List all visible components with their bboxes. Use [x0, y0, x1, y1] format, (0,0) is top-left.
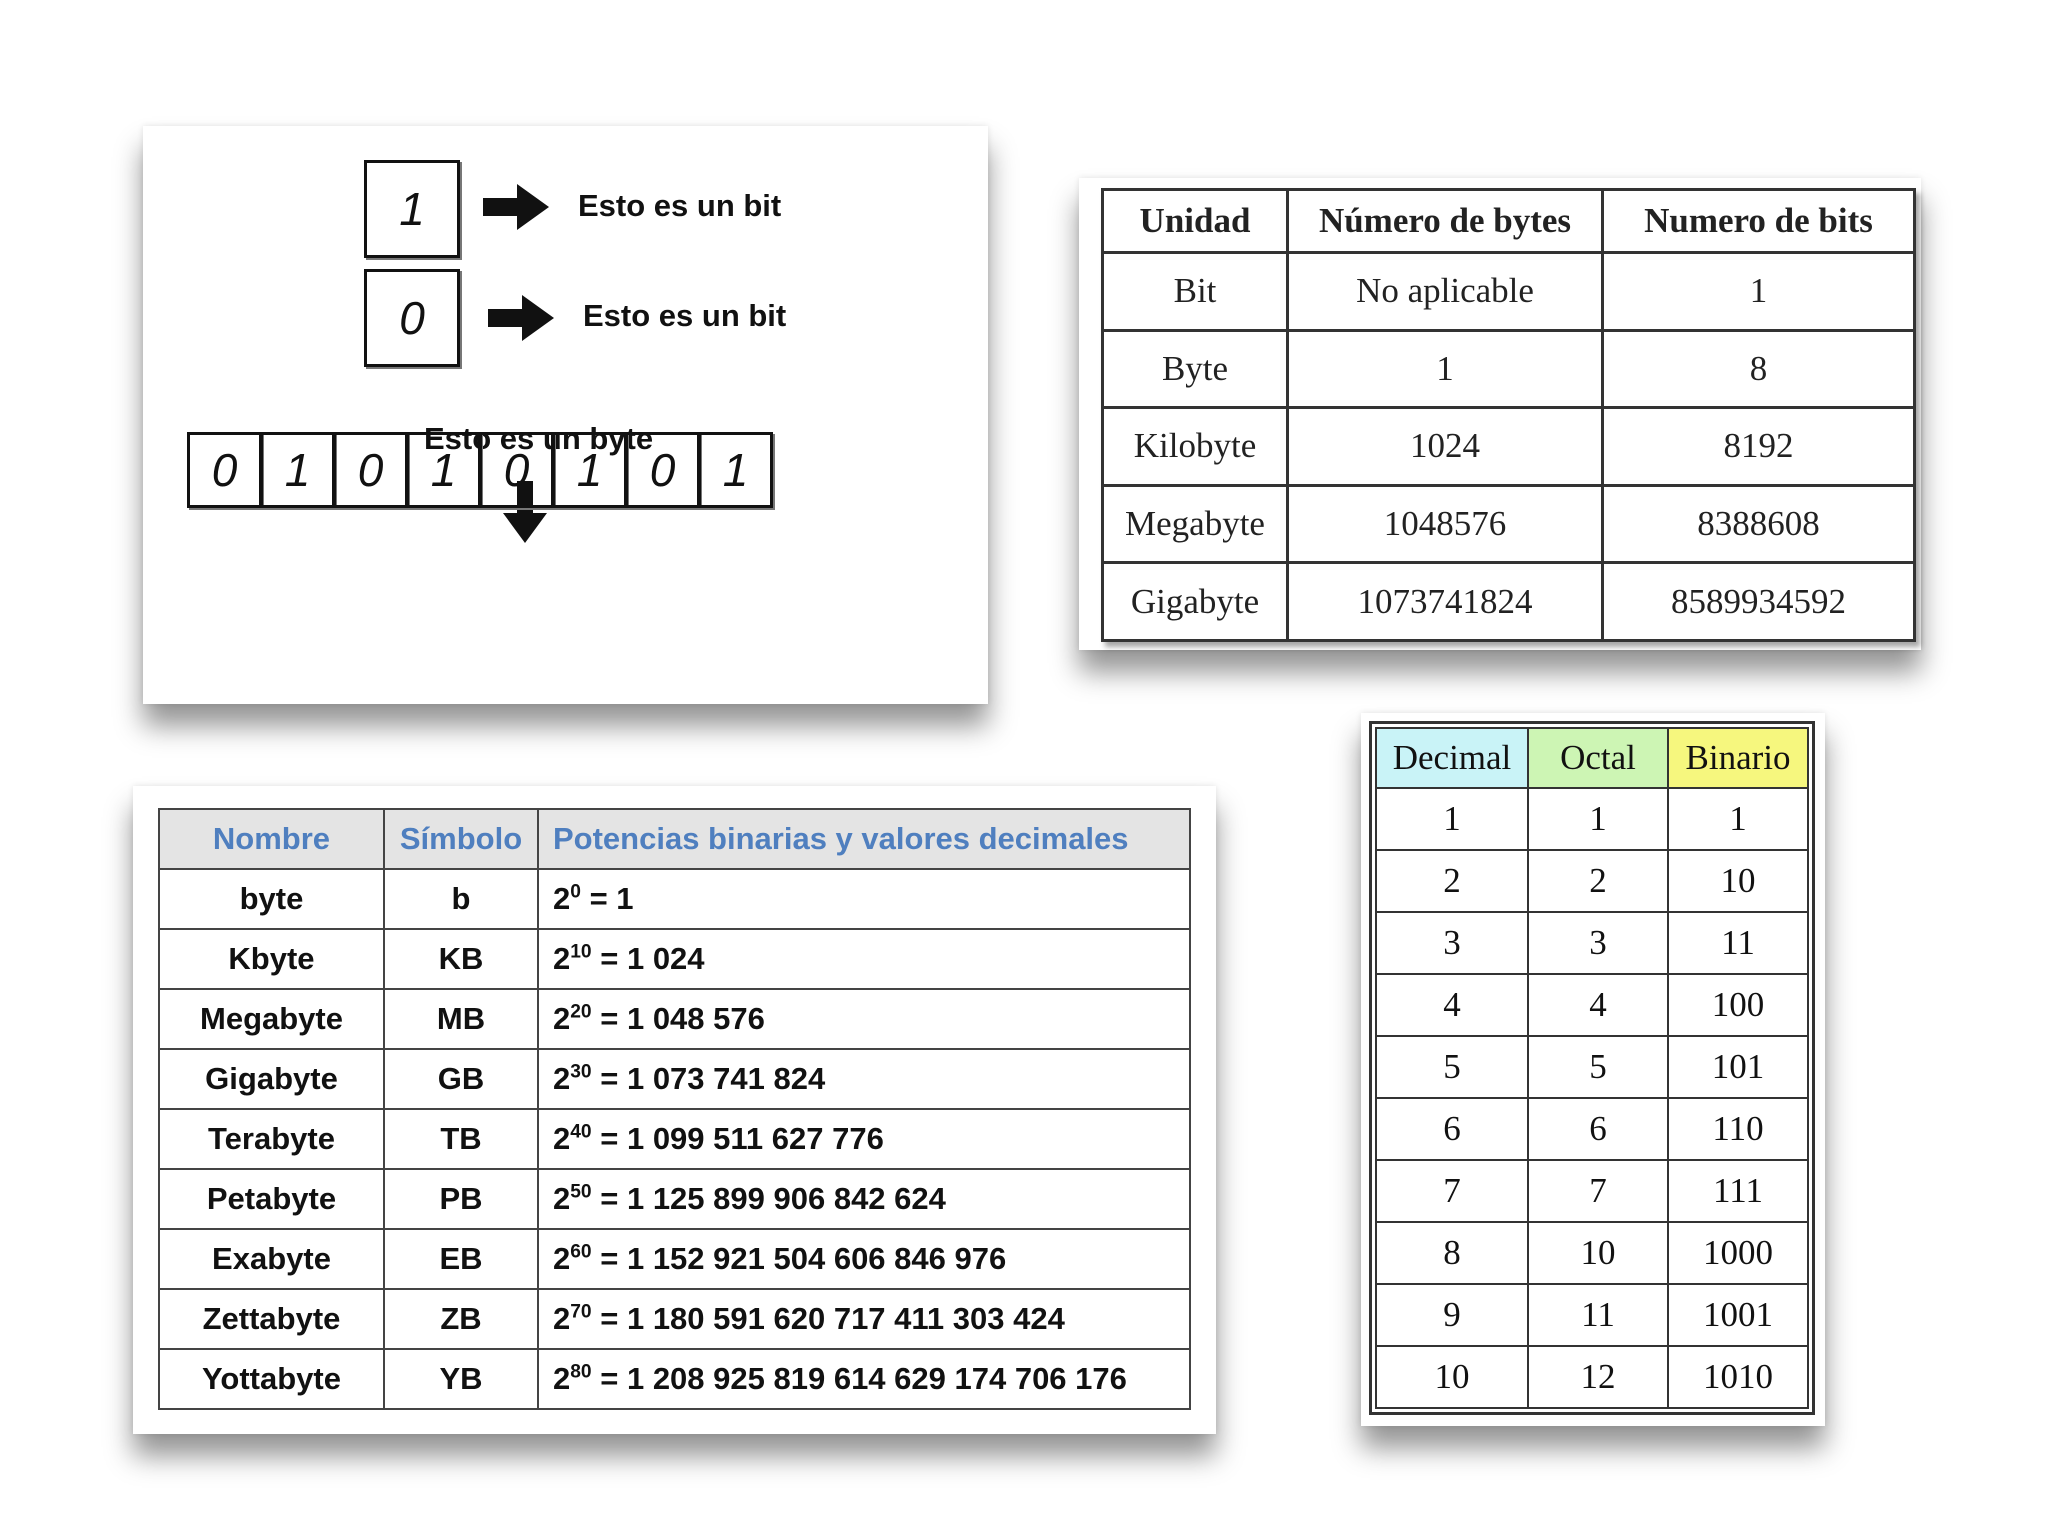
unit-name: Exabyte [159, 1229, 384, 1289]
table-row [159, 1349, 1190, 1409]
table-cell: 1 [1668, 788, 1808, 850]
table-cell: 1000 [1668, 1222, 1808, 1284]
bit-box-1: 1 [364, 160, 460, 258]
arrow-right-icon [488, 295, 554, 341]
power-value [538, 1109, 1190, 1169]
decimal-value: = 1 125 899 906 842 624 [600, 1181, 946, 1216]
bit-box-0: 0 [364, 269, 460, 367]
table-cell: Bit [1103, 253, 1288, 331]
table-row [159, 929, 1190, 989]
byte-digit-box: 1 [406, 432, 481, 508]
exponent: 60 [570, 1241, 592, 1263]
table-row [1103, 408, 1915, 486]
table-cell: 2 [1528, 850, 1668, 912]
table-row [1376, 912, 1808, 974]
table-row [1103, 485, 1915, 563]
exponent: 10 [570, 941, 592, 963]
decimal-value: = 1 [589, 881, 634, 916]
col-header-octal: Octal [1528, 728, 1668, 788]
table-cell: 8 [1376, 1222, 1528, 1284]
unit-symbol: ZB [384, 1289, 538, 1349]
binary-powers-card [133, 786, 1216, 1434]
power-value [538, 1049, 1190, 1109]
power-base [553, 1361, 592, 1396]
power-base [553, 1181, 592, 1216]
unit-name: Megabyte [159, 989, 384, 1049]
table-cell: 5 [1528, 1036, 1668, 1098]
units-table [1101, 188, 1916, 642]
table-cell: 4 [1528, 974, 1668, 1036]
exponent: 70 [570, 1301, 592, 1323]
table-row [159, 1229, 1190, 1289]
table-row [1376, 1346, 1808, 1408]
unit-symbol: b [384, 869, 538, 929]
base-digit: 2 [553, 881, 571, 916]
table-cell: 4 [1376, 974, 1528, 1036]
power-base [553, 1241, 592, 1276]
table-row [1103, 330, 1915, 408]
bit-byte-diagram [143, 126, 988, 704]
byte-digit-box: 1 [260, 432, 335, 508]
unit-symbol: KB [384, 929, 538, 989]
table-row [159, 1109, 1190, 1169]
col-header-simbolo: Símbolo [384, 809, 538, 869]
exponent: 0 [570, 881, 581, 903]
unit-symbol: MB [384, 989, 538, 1049]
decimal-octal-binary-card [1361, 713, 1825, 1426]
table-cell: 10 [1668, 850, 1808, 912]
unit-name: Terabyte [159, 1109, 384, 1169]
col-header-decimal: Decimal [1376, 728, 1528, 788]
table-row [159, 1049, 1190, 1109]
byte-digit-box: 0 [187, 432, 262, 508]
byte-digit-box: 0 [479, 432, 554, 508]
table-cell: 6 [1376, 1098, 1528, 1160]
decimal-value: = 1 208 925 819 614 629 174 706 176 [600, 1361, 1127, 1396]
col-header-unidad: Unidad [1103, 190, 1288, 253]
power-value [538, 1349, 1190, 1409]
unit-name: Gigabyte [159, 1049, 384, 1109]
col-header-nombre: Nombre [159, 809, 384, 869]
table-row [1376, 1284, 1808, 1346]
decimal-value: = 1 180 591 620 717 411 303 424 [600, 1301, 1065, 1336]
exponent: 50 [570, 1181, 592, 1203]
decimal-octal-binary-table [1375, 727, 1809, 1409]
power-value [538, 1229, 1190, 1289]
table-row [159, 869, 1190, 929]
unit-symbol: EB [384, 1229, 538, 1289]
table-cell: 111 [1668, 1160, 1808, 1222]
power-base [553, 1001, 592, 1036]
unit-name: byte [159, 869, 384, 929]
table-row [159, 989, 1190, 1049]
power-value [538, 1289, 1190, 1349]
table-row [1376, 1036, 1808, 1098]
base-digit: 2 [553, 1061, 571, 1096]
col-header-bytes: Número de bytes [1288, 190, 1603, 253]
base-digit: 2 [553, 1361, 571, 1396]
col-header-bits: Numero de bits [1603, 190, 1915, 253]
byte-digit-box: 1 [552, 432, 627, 508]
unit-name: Petabyte [159, 1169, 384, 1229]
binary-powers-table [158, 808, 1191, 1410]
power-value [538, 989, 1190, 1049]
table-cell: 8589934592 [1603, 563, 1915, 641]
table-cell: Byte [1103, 330, 1288, 408]
table-cell: No aplicable [1288, 253, 1603, 331]
table-cell: 1048576 [1288, 485, 1603, 563]
exponent: 80 [570, 1361, 592, 1383]
table-cell: Gigabyte [1103, 563, 1288, 641]
table-row [1376, 788, 1808, 850]
table-row [1376, 850, 1808, 912]
table-cell: 101 [1668, 1036, 1808, 1098]
base-digit: 2 [553, 1121, 571, 1156]
table-cell: 1024 [1288, 408, 1603, 486]
base-digit: 2 [553, 1241, 571, 1276]
table-cell: 11 [1528, 1284, 1668, 1346]
table-cell: 8192 [1603, 408, 1915, 486]
table-cell: 1 [1603, 253, 1915, 331]
byte-digit-box: 0 [333, 432, 408, 508]
base-digit: 2 [553, 1001, 571, 1036]
table-cell: 1 [1376, 788, 1528, 850]
table-cell: 10 [1376, 1346, 1528, 1408]
table-cell: 7 [1376, 1160, 1528, 1222]
exponent: 40 [570, 1121, 592, 1143]
power-value [538, 929, 1190, 989]
table-cell: 8388608 [1603, 485, 1915, 563]
bit-caption-0: Esto es un bit [583, 298, 787, 333]
base-digit: 2 [553, 1301, 571, 1336]
table-row [1103, 253, 1915, 331]
decimal-value: = 1 073 741 824 [600, 1061, 826, 1096]
table-row [1376, 1098, 1808, 1160]
byte-digit-box: 1 [698, 432, 773, 508]
decimal-value: = 1 024 [600, 941, 705, 976]
unit-name: Kbyte [159, 929, 384, 989]
unit-name: Yottabyte [159, 1349, 384, 1409]
table-cell: 3 [1528, 912, 1668, 974]
table-row [159, 1289, 1190, 1349]
power-base [553, 1121, 592, 1156]
power-base [553, 941, 592, 976]
table-cell: 110 [1668, 1098, 1808, 1160]
power-value [538, 1169, 1190, 1229]
base-digit: 2 [553, 941, 571, 976]
table-cell: 1010 [1668, 1346, 1808, 1408]
unit-symbol: YB [384, 1349, 538, 1409]
unit-symbol: GB [384, 1049, 538, 1109]
table-row [1376, 1222, 1808, 1284]
table-cell: Kilobyte [1103, 408, 1288, 486]
table-row [1103, 563, 1915, 641]
table-cell: 8 [1603, 330, 1915, 408]
decimal-value: = 1 152 921 504 606 846 976 [600, 1241, 1007, 1276]
byte-digit-box: 0 [625, 432, 700, 508]
table-cell: 10 [1528, 1222, 1668, 1284]
table-cell: 3 [1376, 912, 1528, 974]
exponent: 20 [570, 1001, 592, 1023]
table-cell: 12 [1528, 1346, 1668, 1408]
table-cell: Megabyte [1103, 485, 1288, 563]
power-base [553, 1061, 592, 1096]
unit-symbol: PB [384, 1169, 538, 1229]
table-cell: 1001 [1668, 1284, 1808, 1346]
unit-name: Zettabyte [159, 1289, 384, 1349]
table-cell: 5 [1376, 1036, 1528, 1098]
power-value [538, 869, 1190, 929]
decimal-value: = 1 099 511 627 776 [600, 1121, 884, 1156]
exponent: 30 [570, 1061, 592, 1083]
table-cell: 1073741824 [1288, 563, 1603, 641]
table-cell: 11 [1668, 912, 1808, 974]
byte-caption: Esto es un byte [424, 421, 654, 456]
table-cell: 6 [1528, 1098, 1668, 1160]
col-header-potencias: Potencias binarias y valores decimales [538, 809, 1190, 869]
unit-symbol: TB [384, 1109, 538, 1169]
arrow-right-icon [483, 184, 549, 230]
base-digit: 2 [553, 1181, 571, 1216]
table-cell: 2 [1376, 850, 1528, 912]
power-base [553, 1301, 592, 1336]
table-cell: 7 [1528, 1160, 1668, 1222]
bit-caption-1: Esto es un bit [578, 188, 782, 223]
table-row [1376, 1160, 1808, 1222]
table-cell: 1 [1288, 330, 1603, 408]
power-base [553, 881, 581, 916]
col-header-binario: Binario [1668, 728, 1808, 788]
table-cell: 1 [1528, 788, 1668, 850]
table-cell: 100 [1668, 974, 1808, 1036]
decimal-value: = 1 048 576 [600, 1001, 765, 1036]
table-cell: 9 [1376, 1284, 1528, 1346]
units-table-card [1079, 178, 1921, 650]
table-row [1376, 974, 1808, 1036]
table-row [159, 1169, 1190, 1229]
